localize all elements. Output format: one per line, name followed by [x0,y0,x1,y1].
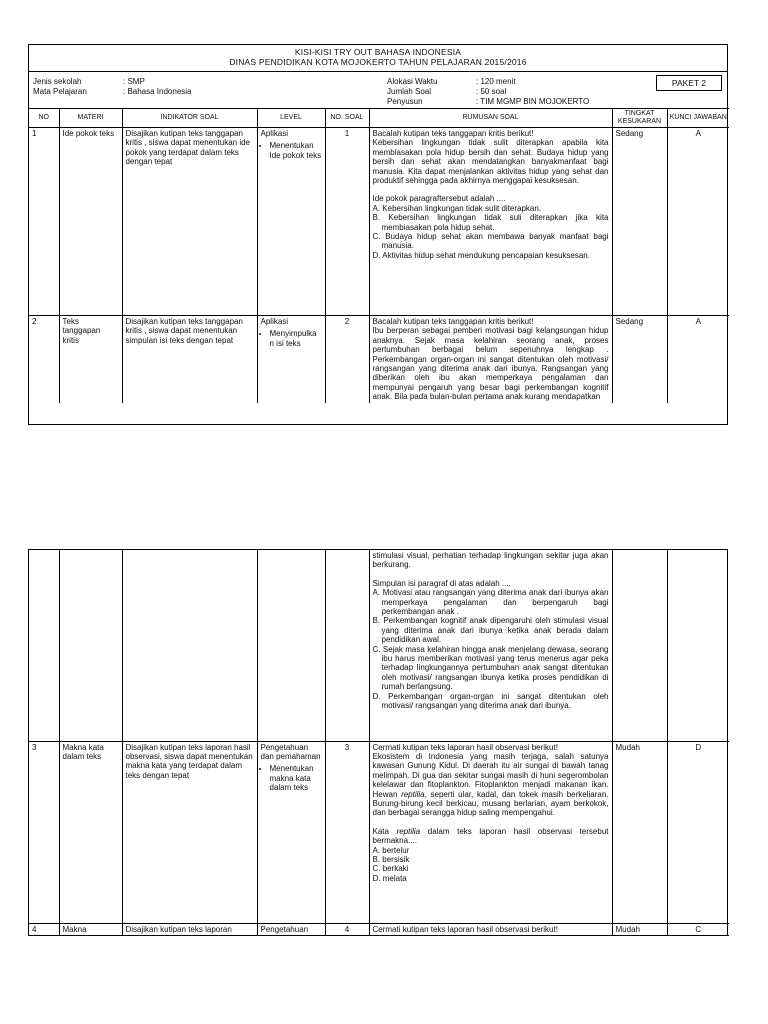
jumlah-label: Jumlah Soal [387,87,432,96]
passage: stimulasi visual, perhatian terhadap lingkungan sekitar juga akan berkurang. [372,551,609,570]
row-no-soal: 4 [325,923,369,935]
jenis-label: Jenis sekolah [33,77,82,86]
row-rumusan: Cermati kutipan teks laporan hasil observasi berikut! [369,923,612,935]
row-kunci: C [667,923,729,935]
row-kunci: A [667,128,729,316]
option: B. Perkembangan kognitif anak dipengaruhi oleh stimulasi visual yang diterima anak dari ibunya ketika anak berada dalam pendidikan awal. [372,616,609,645]
table-row-continued [29,550,729,741]
option: A. Kebersihan lingkungan tidak sulit diterapkan. [372,203,542,213]
row-materi: Makna [59,923,122,935]
kisi-table [29,108,729,403]
col-header: INDIKATOR SOAL [122,109,257,128]
passage-italic: reptilia [401,789,425,799]
option: D. Perkembangan organ-organ ini sangat ditentukan oleh motivasi/ rangsangan yang diterima anak dari ibunya. [372,691,609,711]
row-no: 1 [29,128,59,316]
jenis-value: : SMP [123,77,145,86]
level-text: Pengetahuan dan pemahaman [260,742,321,761]
row-rumusan [369,550,612,741]
page-2 [28,549,728,936]
row-indikator: Disajikan kutipan teks laporan hasil observasi, siswa dapat menentukan makna kata yang terdapat dalam teks dengan tepat [122,741,257,923]
row-tingkat: Sedang [612,128,667,316]
mapel-label: Mata Pelajaran [33,87,87,96]
penyusun-value: : TIM MGMP BIN MOJOKERTO [476,97,590,106]
page-1 [28,44,728,425]
col-header: NO. SOAL [325,109,369,128]
passage: Kebersihan lingkungan tidak sulit diterapkan apabila kita membiasakan pola hidup bersih dan sehat. Budaya hidup yang bersih dan sehat akan mendatangkan banyakmanfaat bagi manusia. Kita dapat menjalankan aktivitas hidup yang sehat dan produktif sehingga pada akhirnya menggapai kesuksesan. [372,138,609,186]
option: D. Aktivitas hidup sehat mendukung pencapaian kesuksesan. [372,250,590,260]
instruction: Bacalah kutipan teks tanggapan kritis berikut! [372,317,534,326]
level-text: Aplikasi [260,317,289,326]
mapel-value: : Bahasa Indonesia [123,87,192,96]
row-no-soal: 2 [325,316,369,403]
row-no-soal: 1 [325,128,369,316]
row-tingkat: Sedang [612,316,667,403]
row-indikator: Disajikan kutipan teks tanggapan kritis , siswa dapat menentukan ide pokok yang terdapat dalam teks dengan tepat [122,128,257,316]
jumlah-value: : 50 soal [476,87,507,96]
table-row [29,128,729,316]
alokasi-value: : 120 menit [476,77,516,86]
level-bullet: • Menentukan Ide pokok teks [270,141,322,160]
option: A. bertelur [372,845,410,855]
question-part: dalam teks laporan hasil observasi tersebut bermakna.... [372,826,609,846]
title-line-1: KISI-KISI TRY OUT BAHASA INDONESIA [294,47,462,57]
row-level [257,128,325,316]
col-header: LEVEL [257,109,325,128]
kisi-table-continued [29,550,729,936]
col-header: MATERI [59,109,122,128]
instruction: Bacalah kutipan teks tanggapan kritis berikut! [372,129,534,138]
option: C. Budaya hidup sehat akan membawa banyak manfaat bagi manusia. [372,232,609,251]
table-row [29,741,729,923]
row-no: 4 [29,923,59,935]
row-tingkat: Mudah [612,741,667,923]
option: C. Sejak masa kelahiran hingga anak menjelang dewasa, seorang ibu harus memberikan motivasi yang terus menerus agar peka terhadap lingkungannya pertumbuhan anak sangat ditentukan oleh motivasi/ rangsangan ibunya ketika proses pendidikan di rumah berlangsung. [372,644,609,692]
title-line-2: DINAS PENDIDIKAN KOTA MOJOKERTO TAHUN PELAJARAN 2015/2016 [229,57,527,67]
level-bullet: • Menyimpulka n isi teks [270,329,322,348]
col-header: TINGKAT KESUKARAN [612,109,667,128]
question-part: Kata [372,826,397,836]
row-materi: Teks tanggapan kritis [59,316,122,403]
options-list [373,588,609,710]
row-kunci: D [667,741,729,923]
row-indikator: Disajikan kutipan teks tanggapan kritis , siswa dapat menentukan simpulan isi teks dengan tepat [122,316,257,403]
table-row [29,316,729,403]
col-header: KUNCI JAWABAN [667,109,729,128]
alokasi-label: Alokasi Waktu [387,77,438,86]
row-level [257,316,325,403]
option: D. melata [372,873,407,883]
option: B. Kebersihan lingkungan tidak suli diterapkan jika kita membiasakan pola hidup sehat. [372,213,609,232]
option: A. Motivasi atau rangsangan yang diterima anak dari ibunya akan memperkaya pengalaman dan berpengaruh bagi perkembangan anak . [372,588,609,617]
row-rumusan [369,128,612,316]
row-rumusan [369,316,612,403]
row-tingkat: Mudah [612,923,667,935]
row-no: 3 [29,741,59,923]
row-materi: Makna kata dalam teks [59,741,122,923]
document-title [29,45,727,67]
table-header-row [29,109,729,128]
instruction: Cermati kutipan teks laporan hasil observasi berikut! [372,742,558,752]
row-level [257,741,325,923]
question [373,827,609,846]
passage: Ibu berperan sebagai pemberi motivasi bagi kelangsungan hidup anaknya. Sejak masa kelahiran seorang anak, proses pertumbuhan berbagai belum sepenuhnya lengkap . Perkembangan organ-organ ini sangat ditentukan oleh motivasi/ rangsangan yang diterima anak dari ibunya. Rangsangan yang diberikan oleh ibu akan memperkaya pengalaman dan mempunyai pengaruh yang besar bagi perkembangan kognitif anak. Bila pada bulan-bulan pertama anak kurang mendapatkan [372,326,609,402]
passage-part: , seperti ular, kadal, dan tokek masih berkeliaran. Burung-birung kecil berkicau, musang berlarian, ayam berkokok, dan berbagai serangga hidup saling mempengahui. [372,789,609,818]
row-no-soal: 3 [325,741,369,923]
meta-block [29,71,727,108]
level-bullet: • Menentukan makna kata dalam teks [270,764,322,792]
table-row [29,923,729,935]
passage-part: Ekosistem di Indonesia yang masih terjaga, salah satunya kawasan Gunung Kidul. Di daerah itu air sungai di bawah tanag melimpah. Di gua dan sekitar sungai masih di huni segerombolan kelelawar dan fitoplankton. Fitoplankton menjadi makanan ikan. Hewan [372,751,609,799]
row-no: 2 [29,316,59,403]
option: C. berkaki [372,864,409,874]
level-text: Aplikasi [260,129,289,138]
row-level: Pengetahuan [257,923,325,935]
row-indikator: Disajikan kutipan teks laporan [122,923,257,935]
col-header: RUMUSAN SOAL [369,109,612,128]
option: B. bersisik [372,854,410,864]
passage [373,752,609,818]
paket-box: PAKET 2 [656,75,722,91]
row-rumusan [369,741,612,923]
question: Simpulan isi paragraf di atas adalah .... [372,578,511,588]
penyusun-label: Penyusun [387,97,423,106]
col-header: NO [29,109,59,128]
question-italic: reptilia [396,826,421,836]
question: Ide pokok paragraftersebut adalah .... [372,194,506,204]
row-materi: Ide pokok teks [59,128,122,316]
options-list [373,846,609,884]
row-kunci: A [667,316,729,403]
options-list [373,204,609,260]
